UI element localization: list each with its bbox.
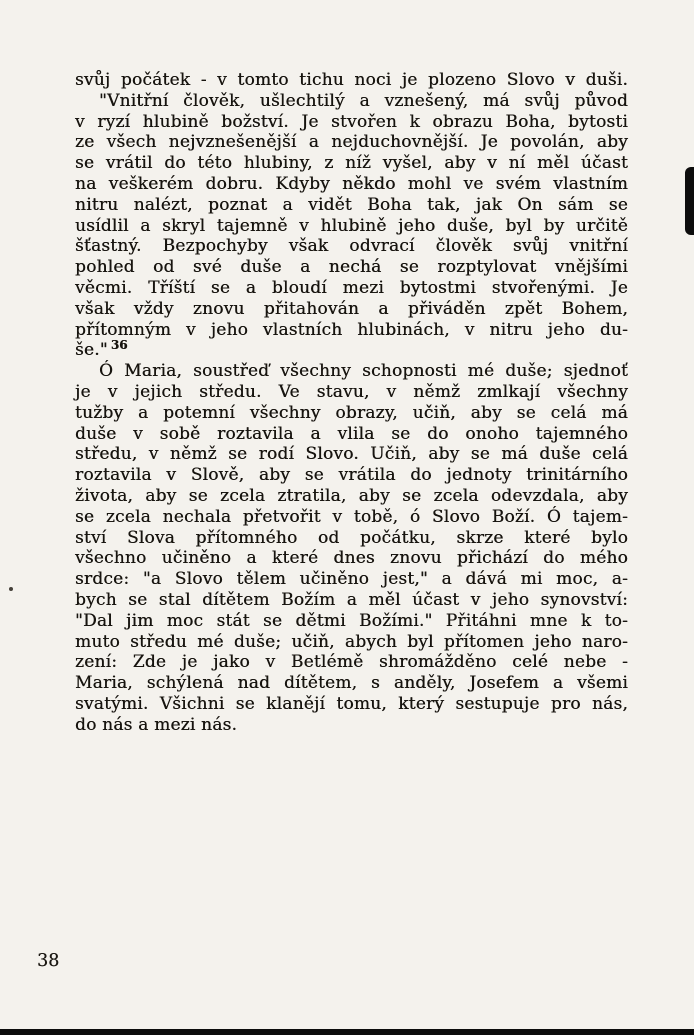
text-line-content: svatými. Všichni se klanějí tomu, který sestupuje pro nás, bbox=[75, 693, 628, 714]
text-line bbox=[75, 216, 628, 237]
text-line bbox=[75, 548, 628, 569]
text-block bbox=[75, 70, 628, 736]
text-line bbox=[75, 403, 628, 424]
text-line-content: Ó Maria, soustřeď všechny schopnosti mé duše; sjednoť bbox=[99, 361, 628, 382]
text-line bbox=[75, 611, 628, 632]
scan-edge-shadow bbox=[0, 1029, 694, 1035]
text-line bbox=[75, 112, 628, 133]
scan-speck bbox=[9, 587, 13, 591]
text-line-content: v ryzí hlubině božství. Je stvořen k obrazu Boha, bytosti bbox=[75, 111, 628, 132]
text-line bbox=[75, 236, 628, 257]
text-line bbox=[75, 694, 628, 715]
text-line-content: do nás a mezi nás. bbox=[75, 714, 238, 735]
text-line bbox=[75, 361, 628, 382]
text-line-content: však vždy znovu přitahován a přiváděn zpět Bohem, bbox=[75, 298, 628, 319]
text-line bbox=[75, 70, 628, 91]
text-line-content: šťastný. Bezpochyby však odvrací člověk svůj vnitřní bbox=[75, 236, 628, 257]
text-line-content: je v jejich středu. Ve stavu, v němž zmlkají všechny bbox=[75, 381, 628, 402]
text-line-content: života, aby se zcela ztratila, aby se zcela odevzdala, aby bbox=[75, 485, 628, 506]
text-line-content: usídlil a skryl tajemně v hlubině jeho duše, byl by určitě bbox=[75, 215, 628, 236]
text-line bbox=[75, 507, 628, 528]
text-line bbox=[75, 195, 628, 216]
text-line-content: "Dal jim moc stát se dětmi Božími." Přitáhni mne k to- bbox=[75, 610, 628, 631]
text-line bbox=[75, 632, 628, 653]
text-line bbox=[75, 569, 628, 590]
text-line bbox=[75, 528, 628, 549]
paragraph bbox=[75, 70, 628, 91]
text-line-content: se vrátil do této hlubiny, z níž vyšel, aby v ní měl účast bbox=[75, 153, 628, 174]
text-line bbox=[75, 465, 628, 486]
text-line bbox=[75, 590, 628, 611]
scan-ink-blot bbox=[685, 167, 694, 235]
text-line-content: svůj počátek - v tomto tichu noci je plozeno Slovo v duši. bbox=[75, 70, 628, 90]
footnote-marker: 36 bbox=[110, 337, 128, 352]
text-line bbox=[75, 278, 628, 299]
page-number: 38 bbox=[37, 951, 60, 971]
text-line-content: Maria, schýlená nad dítětem, s anděly, Josefem a všemi bbox=[75, 673, 628, 694]
text-line bbox=[75, 91, 628, 112]
text-line-content: přítomným v jeho vlastních hlubinách, v nitru jeho du- bbox=[75, 319, 628, 340]
text-line-content: "Vnitřní člověk, ušlechtilý a vznešený, má svůj původ bbox=[99, 90, 628, 111]
text-line-content: tužby a potemní všechny obrazy, učiň, aby se celá má bbox=[75, 402, 628, 423]
text-line-content: bych se stal dítětem Božím a měl účast v jeho synovství: bbox=[75, 589, 628, 610]
text-line-content: roztavila v Slově, aby se vrátila do jednoty trinitárního bbox=[75, 465, 628, 486]
text-line-content: zení: Zde je jako v Betlémě shromážděno celé nebe - bbox=[75, 652, 628, 673]
text-line-content: še." bbox=[75, 340, 108, 361]
text-line bbox=[75, 337, 628, 361]
text-line bbox=[75, 153, 628, 174]
text-line-content: nitru nalézt, poznat a vidět Boha tak, jak On sám se bbox=[75, 194, 628, 215]
text-line-content: duše v sobě roztavila a vlila se do onoho tajemného bbox=[75, 423, 628, 444]
text-line bbox=[75, 174, 628, 195]
text-line bbox=[75, 382, 628, 403]
text-line-content: pohled od své duše a nechá se rozptylovat vnějšími bbox=[75, 257, 628, 278]
text-line bbox=[75, 673, 628, 694]
text-line-content: věcmi. Tříští se a bloudí mezi bytostmi stvořenými. Je bbox=[75, 277, 628, 298]
text-line bbox=[75, 320, 628, 341]
text-line-content: na veškerém dobru. Kdyby někdo mohl ve svém vlastním bbox=[75, 173, 628, 194]
text-line-content: se zcela nechala přetvořit v tobě, ó Slovo Boží. Ó tajem- bbox=[75, 506, 628, 527]
text-line bbox=[75, 486, 628, 507]
text-line bbox=[75, 132, 628, 153]
text-line bbox=[75, 424, 628, 445]
text-line-content: všechno učiněno a které dnes znovu přichází do mého bbox=[75, 548, 628, 569]
text-line-content: muto středu mé duše; učiň, abych byl přítomen jeho naro- bbox=[75, 631, 628, 652]
text-line bbox=[75, 444, 628, 465]
paragraph bbox=[75, 91, 628, 361]
text-line bbox=[75, 257, 628, 278]
text-line bbox=[75, 299, 628, 320]
text-line-content: ze všech nejvznešenější a nejduchovnější. Je povolán, aby bbox=[75, 132, 628, 153]
text-line-content: ství Slova přítomného od počátku, skrze které bylo bbox=[75, 527, 628, 548]
text-line-content: středu, v němž se rodí Slovo. Učiň, aby se má duše celá bbox=[75, 444, 628, 465]
text-line bbox=[75, 652, 628, 673]
paragraph bbox=[75, 361, 628, 735]
text-line-content: srdce: "a Slovo tělem učiněno jest," a dává mi moc, a- bbox=[75, 569, 628, 590]
text-line bbox=[75, 715, 628, 736]
